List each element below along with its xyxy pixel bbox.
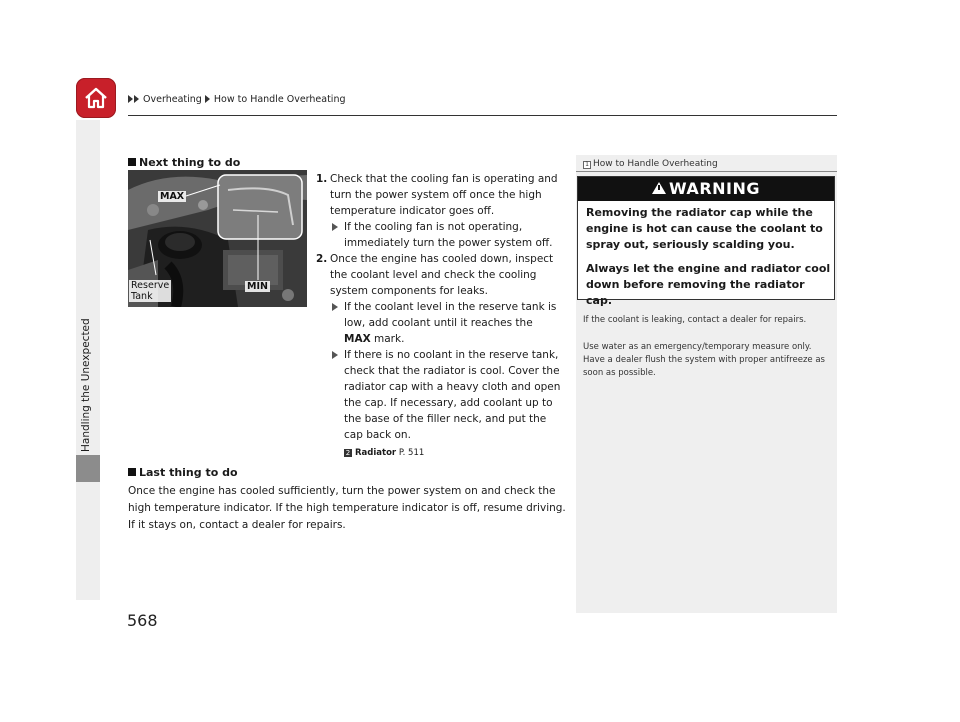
last-thing-body: Once the engine has cooled sufficiently, turn the power system on and check the high temperature indicator. If the high temperature indicator is off, resume driving. If it stays on, contact a dealer for repairs.	[128, 485, 566, 531]
section-bullet-icon	[128, 158, 136, 166]
warning-text-1: Removing the radiator cap while the engine is hot can cause the coolant to spray out, seriously scalding you.	[586, 206, 823, 251]
warning-text-2: Always let the engine and radiator cool down before removing the radiator cap.	[586, 262, 831, 307]
header-divider	[128, 115, 837, 116]
radiator-reference-link[interactable]: 2 Radiator P. 511	[345, 448, 425, 458]
breadcrumb-link-overheating[interactable]: Overheating	[143, 94, 202, 105]
chapter-side-tab-label-wrap	[80, 152, 98, 452]
section-bullet-icon	[128, 468, 136, 476]
last-thing-heading: Last thing to do	[128, 466, 238, 479]
step-2-sub-1: If the coolant level in the reserve tank is low, add coolant until it reaches the MAX mark.	[330, 299, 566, 347]
side-panel-divider	[576, 171, 837, 172]
home-icon	[82, 84, 110, 112]
chapter-index-marker[interactable]	[76, 455, 100, 482]
step-text: Once the engine has cooled down, inspect the coolant level and check the cooling system components for leaks.	[330, 253, 554, 297]
steps-list	[316, 171, 566, 461]
step-number: 1.	[316, 173, 328, 185]
reserve-tank-label: Reserve Tank	[131, 280, 170, 302]
step-2-sub-2: If there is no coolant in the reserve tank, check that the radiator is cool. Cover the radiator cap with a heavy cloth and open the cap. If necessary, add coolant up to the base of the filler neck, and put the cap back on.	[330, 347, 566, 443]
min-label: MIN	[247, 281, 268, 292]
step-1-sub-1: If the cooling fan is not operating, immediately turn the power system off.	[330, 219, 566, 251]
breadcrumb-link-how-to-handle[interactable]: How to Handle Overheating	[213, 94, 346, 105]
home-button[interactable]	[76, 78, 116, 118]
step-text: Check that the cooling fan is operating and turn the power system off once the high temperature indicator goes off.	[330, 173, 558, 217]
engine-bay-photo	[128, 170, 307, 307]
side-note-2: Use water as an emergency/temporary measure only. Have a dealer flush the system with proper antifreeze as soon as possible.	[583, 342, 825, 378]
next-thing-heading: Next thing to do	[128, 156, 240, 169]
breadcrumb-arrow-icon	[128, 95, 133, 103]
step-1	[316, 171, 566, 219]
step-number: 2.	[316, 253, 328, 265]
chapter-side-tab-label: Handling the Unexpected	[80, 318, 92, 452]
breadcrumb-arrow-icon	[134, 95, 139, 103]
page-ref-icon: 2	[345, 449, 351, 457]
breadcrumb	[128, 94, 346, 105]
warning-icon	[652, 182, 666, 194]
page-number: 568	[127, 611, 158, 630]
note-ref-icon: 1	[583, 161, 591, 169]
step-2	[316, 251, 566, 299]
warning-box	[577, 176, 835, 307]
side-note-1: If the coolant is leaking, contact a dealer for repairs.	[583, 315, 807, 325]
warning-header: WARNING	[578, 177, 834, 201]
side-panel-title: 1 How to Handle Overheating	[583, 159, 718, 169]
breadcrumb-arrow-icon	[205, 95, 210, 103]
max-label: MAX	[160, 191, 185, 202]
